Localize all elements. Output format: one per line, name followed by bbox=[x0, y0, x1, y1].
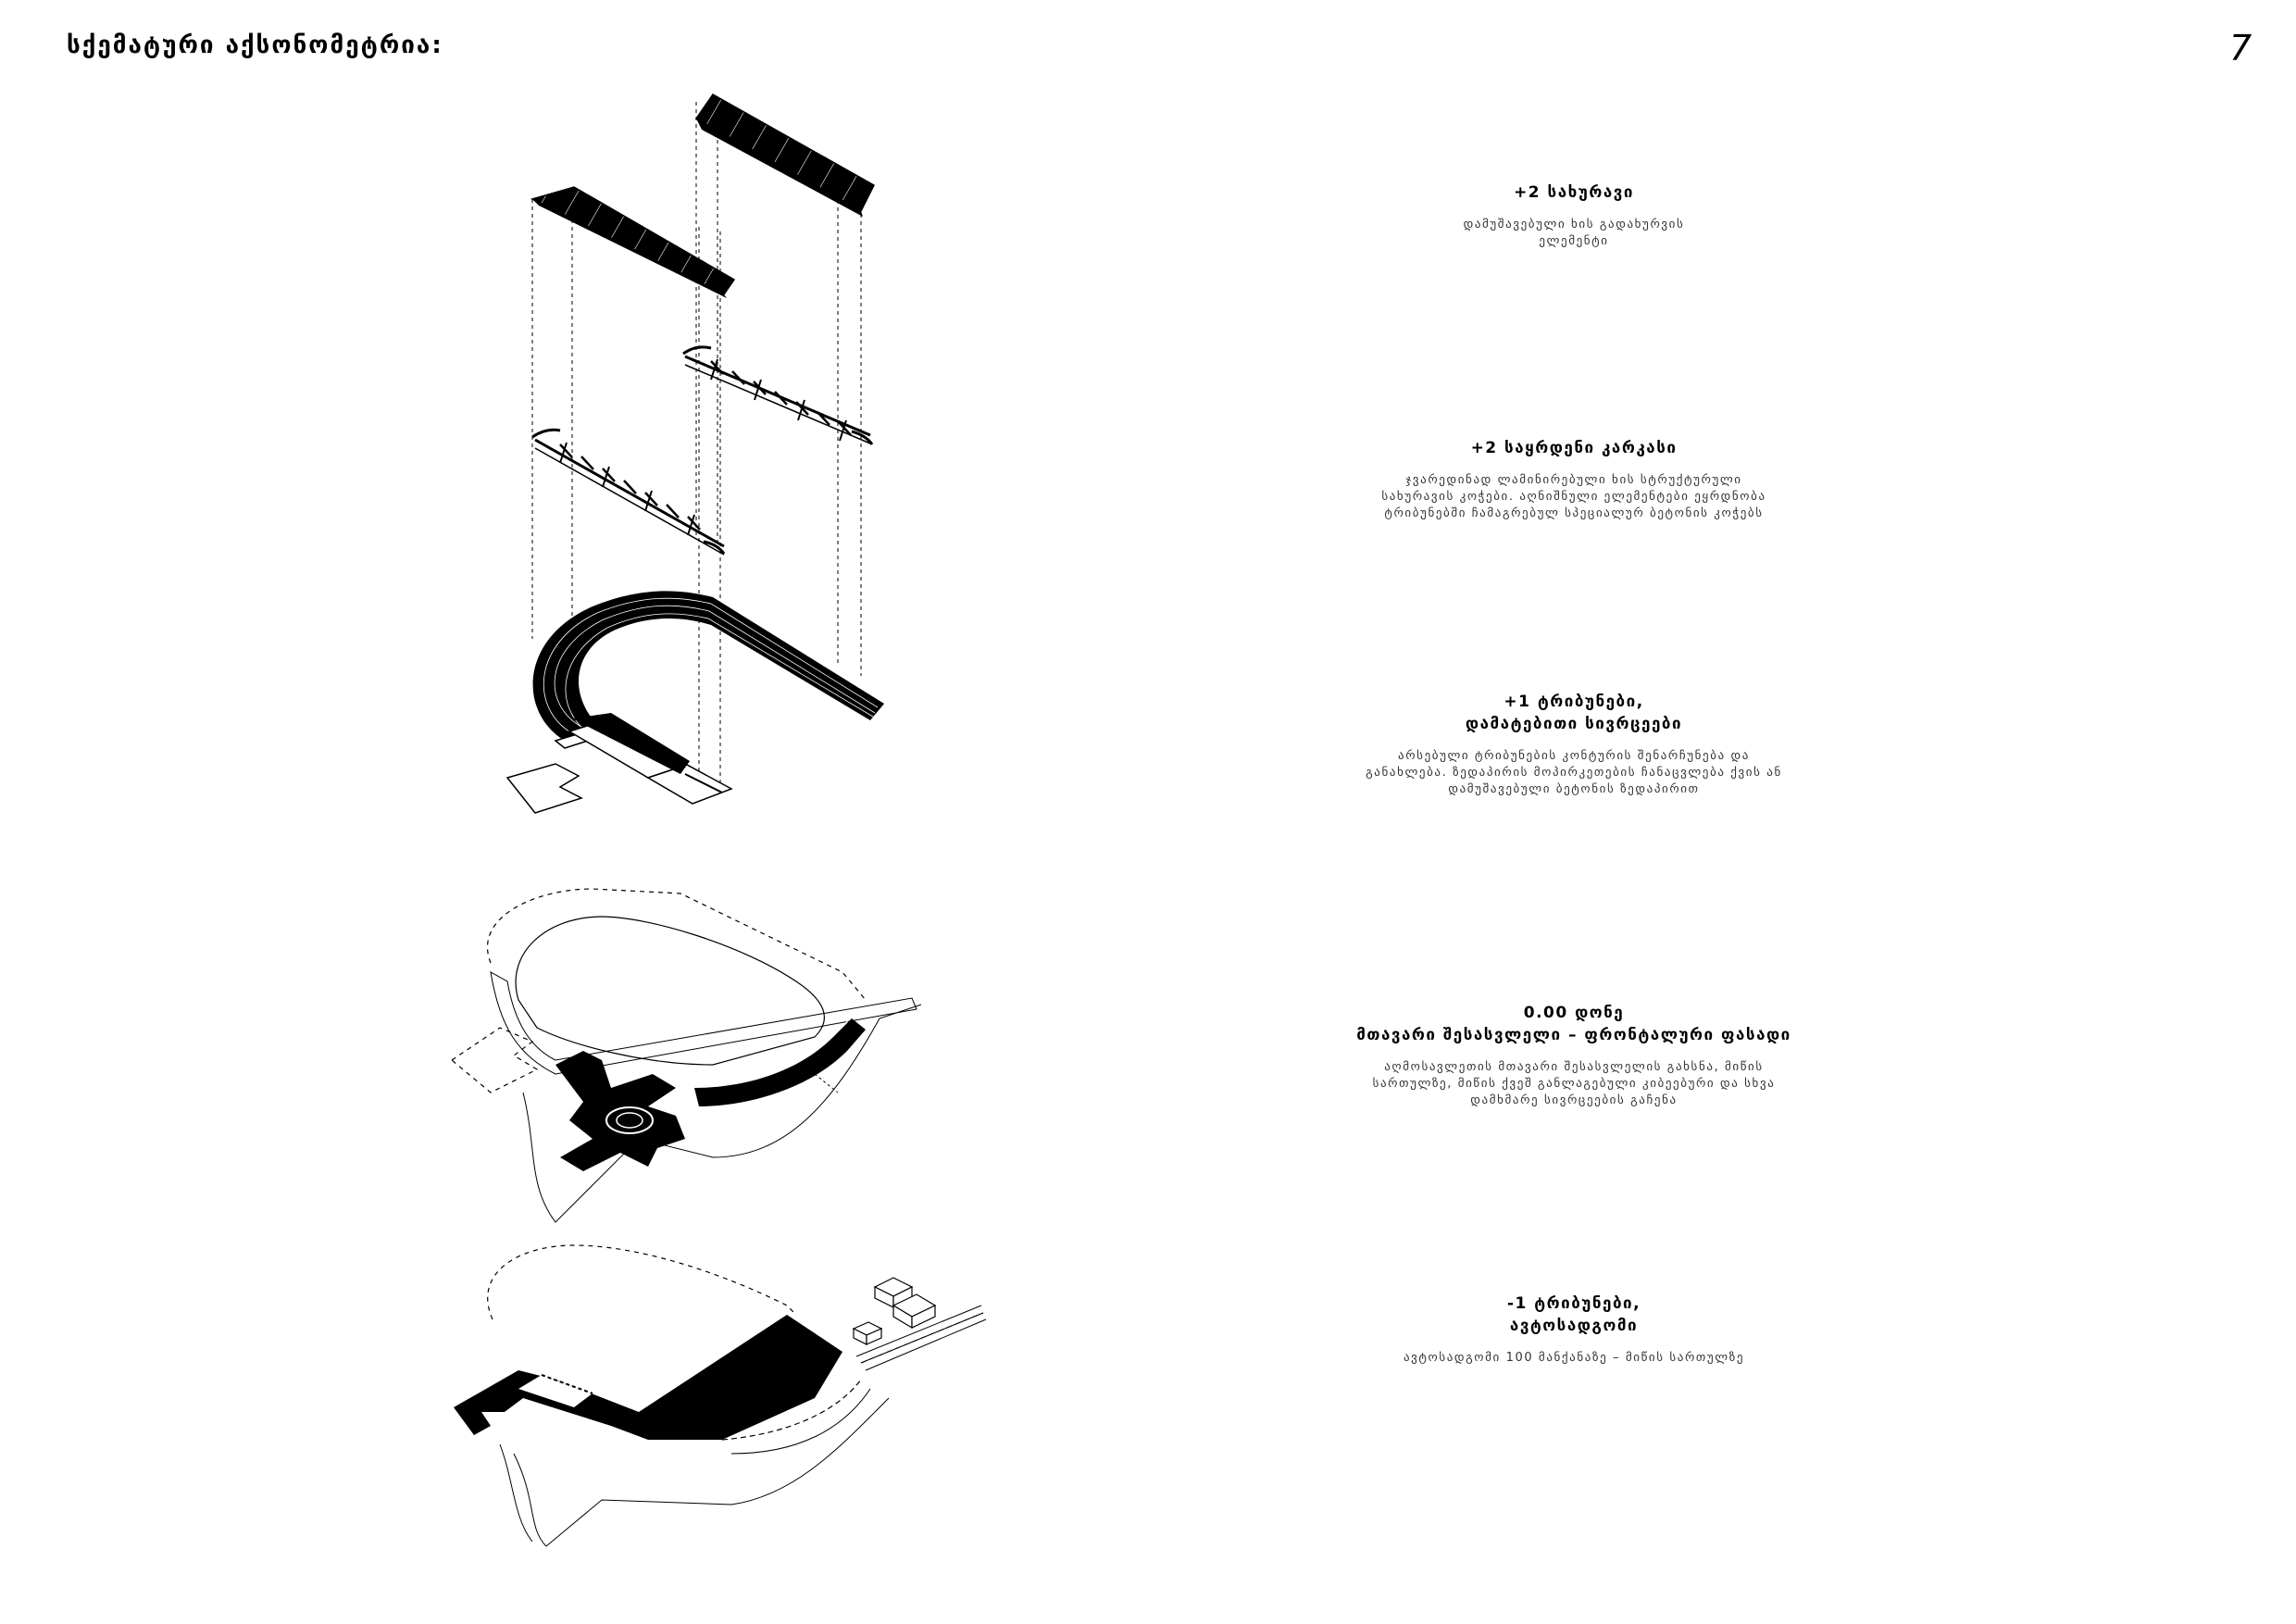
layer-label-ground bbox=[1278, 1002, 1870, 1109]
layer-label-roof bbox=[1278, 181, 1870, 250]
structural-frame bbox=[532, 347, 872, 555]
layer-title-ground: 0.00 დონე მთავარი შესასვლელი – ფრონტალური ფასადი bbox=[1356, 1004, 1791, 1044]
layer-desc-tribunes: არსებული ტრიბუნების კონტურის შენარჩუნება და განახლება. ზედაპირის მოპირკეთების ჩანაცვლება ქვის ან დამუშავებული ბეტონის ზედაპირით bbox=[1366, 749, 1782, 796]
underground-parking-level-minus1 bbox=[454, 1245, 986, 1546]
site-boundary-dashed-lower bbox=[488, 1245, 796, 1319]
layer-label-frame bbox=[1278, 437, 1870, 522]
field-outline bbox=[516, 917, 824, 1065]
layer-title-frame: +2 საყრდენი კარკასი bbox=[1470, 439, 1678, 457]
page-number: 7 bbox=[2229, 28, 2252, 69]
tribunes-level-plus1 bbox=[507, 591, 884, 813]
parking-slab bbox=[454, 1315, 842, 1440]
ground-level-main-entrance bbox=[452, 889, 921, 1222]
layer-desc-frame: ჯვარედინად ლამინირებული ხის სტრუქტურული სახურავის კოჭები. აღნიშნული ელემენტები ეყრდნობა ტრიბუნებში ჩამაგრებულ სპეციალურ ბეტონის კოჭებს bbox=[1381, 473, 1766, 520]
site-boundary-dashed bbox=[488, 889, 866, 1000]
layer-label-parking bbox=[1278, 1293, 1870, 1367]
small-houses bbox=[854, 1278, 935, 1344]
layer-title-roof: +2 სახურავი bbox=[1514, 183, 1634, 202]
layer-label-tribunes bbox=[1278, 691, 1870, 798]
layer-title-parking: -1 ტრიბუნები, ავტოსადგომი bbox=[1506, 1294, 1641, 1335]
layer-desc-parking: ავტოსადგომი 100 მანქანაზე – მიწის სართულზე bbox=[1403, 1351, 1745, 1365]
frame-right bbox=[683, 347, 872, 444]
layer-title-tribunes: +1 ტრიბუნები, დამატებითი სივრცეები bbox=[1465, 693, 1683, 733]
layer-desc-ground: აღმოსავლეთის მთავარი შესასვლელის გახსნა, მიწის სართულზე, მიწის ქვეშ განლაგებული კიბეებური და სხვა დამხმარე სივრცეების გაჩენა bbox=[1372, 1060, 1776, 1107]
entrance-building bbox=[555, 1051, 685, 1171]
layer-desc-roof: დამუშავებული ხის გადახურვის ელემენტი bbox=[1463, 218, 1685, 248]
page-title: სქემატური აქსონომეტრია: bbox=[67, 31, 443, 59]
frame-left bbox=[532, 430, 724, 555]
roof-panel-right bbox=[696, 94, 874, 211]
outbuilding-dashed bbox=[452, 1028, 537, 1093]
roof-panel-left bbox=[532, 187, 734, 294]
roof-panels bbox=[532, 94, 874, 298]
